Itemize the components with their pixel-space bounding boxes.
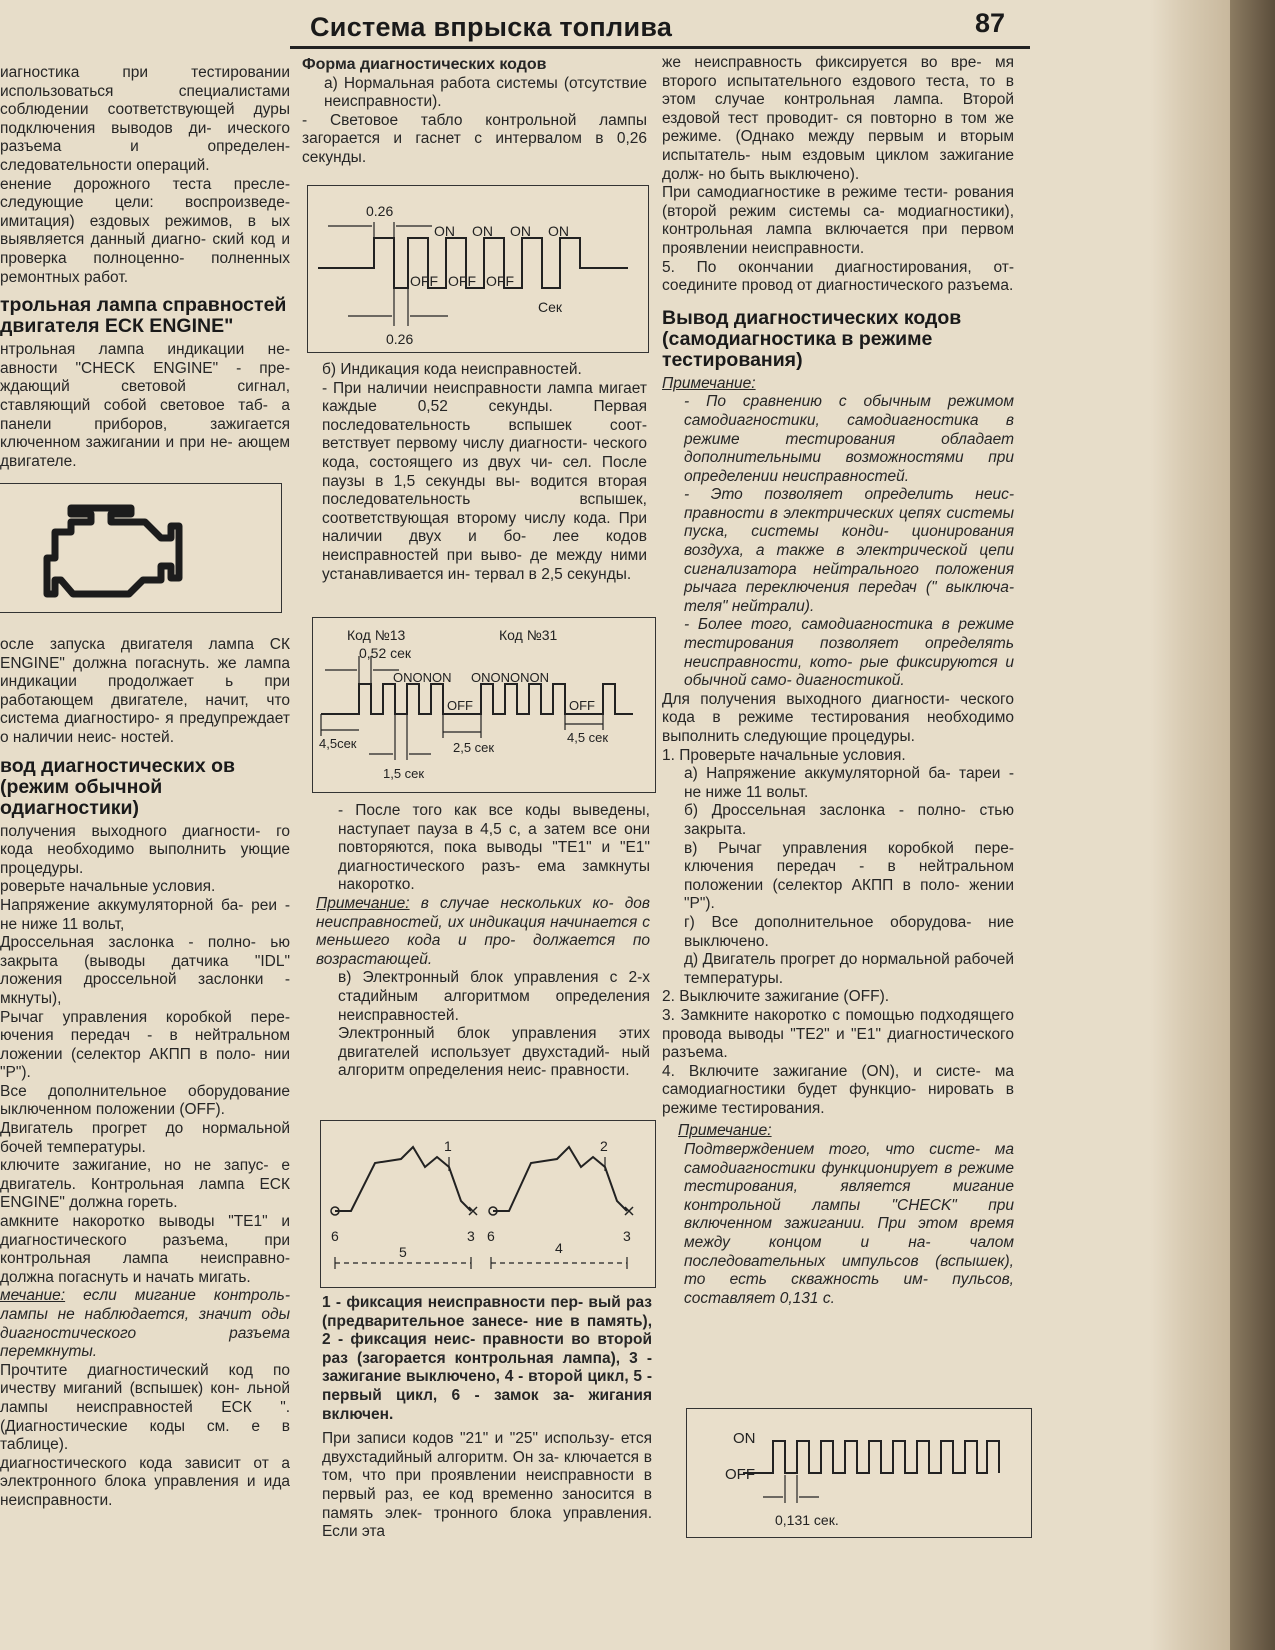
time-label: 4,5 сек <box>567 730 609 745</box>
book-spine <box>1230 0 1275 1650</box>
note-text: - По сравнению с обычным режимом самодиагностики, самодиагностика в режиме тестирования обладает дополнительными возможностями при определении неисправностей. <box>684 393 1014 485</box>
note-text: Подтверждением того, что систе- ма самодиагностики функционирует в режиме тестирования, является мигание контрольной лампы "CHECK" при включенном зажигании. При этом время между концом и на- чалом последовательных импульсов (вспышек), то есть скважность им- пульсов, составляет 0,131 с. <box>684 1141 1014 1307</box>
paragraph: Электронный блок управления этих двигателей использует двухстадий- ный алгоритм определения неис- правности. <box>338 1025 650 1080</box>
section-heading: трольная лампа справностей двигателя ЕСК ENGINE" <box>0 294 287 338</box>
list-item: 1. Проверьте начальные условия. <box>662 746 906 764</box>
paragraph: а) Нормальная работа системы (отсутствие неисправности). <box>324 74 647 111</box>
paragraph: иагностика при тестировании использоваться специалистами соблюдении соответствующей дуры подключения выводов ди- ического разъема и определен- следовательности операций. <box>0 64 290 174</box>
engine-lamp-figure <box>0 483 282 613</box>
note-label: Примечание: <box>316 894 410 912</box>
note-label: Примечание: <box>678 1122 772 1140</box>
list-item: диагностического кода зависит от а электронного блока управления и ида неисправности. <box>0 1454 290 1509</box>
fault-code-diagram <box>313 618 655 792</box>
paragraph: же неисправность фиксируется во вре- мя второго испытательного ездового теста, то в этом случае контрольная лампа. Второй ездовой тест проводит- ся повторно в том же режиме. (Однако между первым и вторым испытатель- ным ездовым циклом зажигание долж- но быть выключено). <box>662 54 1014 183</box>
time-label-top: 0.26 <box>366 203 394 219</box>
list-item: амкните накоротко выводы "ТЕ1" и диагностического разъема, при контрольная лампа неисправно- должна погаснуть и начать мигать. <box>0 1213 290 1286</box>
on-label: ON <box>472 223 493 239</box>
off-label: OFF <box>447 698 473 713</box>
paragraph: Для получения выходного диагности- ческого кода в режиме тестирования необходимо выполнить следующие процедуры. <box>662 690 1014 745</box>
section-heading: Вывод диагностических кодов (самодиагностика в режиме тестирования) <box>662 306 962 371</box>
note <box>0 1287 290 1361</box>
test-mode-pulse-figure <box>686 1408 1032 1538</box>
on-label: ON <box>434 223 455 239</box>
list-item: б) Дроссельная заслонка - полно- стью закрыта. <box>684 802 1014 838</box>
paragraph: осле запуска двигателя лампа СК ENGINE" должна погаснуть. же лампа индикации продолжает ь при работающем двигателе, начит, что система диагностиро- я предупреждает о наличии неис- ностей. <box>0 636 290 746</box>
list-item: 2. Выключите зажигание (OFF). <box>662 988 890 1006</box>
list-item: Все дополнительное оборудование ыключенном положении (OFF). <box>0 1082 290 1119</box>
column-left <box>0 64 290 471</box>
paragraph: енение дорожного теста пресле- следующие цели: воспроизведе- имитация) ездовых режимов, в ых выявляется данный диагно- ский код и проверка полноценно- полненных ремонтных работ. <box>0 175 290 286</box>
seconds-label: Сек <box>538 299 563 315</box>
paragraph: получения выходного диагности- го кода необходимо выполнить ующие процедуры. <box>0 822 290 877</box>
normal-signal-diagram <box>308 186 648 352</box>
list-item: г) Все дополнительное оборудова- ние выключено. <box>684 913 1014 950</box>
paragraph: При записи кодов "21" и "25" использу- ется двухстадийный алгоритм. Он за- ключается в том, что при проявлении неисправности в первый раз, ее код временно заносится в память элек- тронного блока управления. Если эта <box>322 1430 652 1541</box>
list-item: 3. Замкните накоротко с помощью подходящего провода выводы "ТЕ2" и "Е1" диагностического разъема. <box>662 1006 1014 1062</box>
time-label: 2,5 сек <box>453 740 495 755</box>
on-label: ON <box>733 1430 756 1447</box>
time-label: 0,52 сек <box>359 645 412 661</box>
marker-label: 3 <box>467 1228 475 1244</box>
fault-code-figure <box>312 617 656 793</box>
off-label: OFF <box>569 698 595 713</box>
book-gutter <box>1150 0 1230 1650</box>
note <box>316 895 650 969</box>
list-item: д) Двигатель прогрет до нормальной рабочей температуры. <box>684 951 1014 987</box>
off-label: OFF <box>486 273 514 289</box>
time-label: 0,131 сек. <box>775 1512 839 1528</box>
test-mode-pulse-diagram <box>687 1409 1031 1537</box>
code-label: Код №13 <box>347 627 406 643</box>
section-heading: Форма диагностических кодов <box>302 56 547 73</box>
check-engine-icon <box>0 484 281 612</box>
paragraph: - При наличии неисправности лампа мигает каждые 0,52 секунды. Первая последовательность вспышек соот- ветствует первому числу диагности- ческого кода, состоящего из двух чи- сел. После паузы в 1,5 секунды вы- водится вторая последовательность вспышек, соответствующая второму числу кода. При наличии двух и бо- лее кодов неисправностей при выво- де между ними устанавливается ин- тервал в 2,5 секунды. <box>322 379 647 583</box>
time-label: 1,5 сек <box>383 766 425 781</box>
column-middle-d <box>322 1294 652 1542</box>
list-item: Напряжение аккумуляторной ба- реи - не ниже 11 вольт, <box>0 896 290 933</box>
marker-label: 1 <box>444 1138 452 1154</box>
column-left-lower <box>0 636 290 1511</box>
column-right <box>662 54 1014 1308</box>
list-item: 4. Включите зажигание (ON), и систе- ма самодиагностики будет функцио- нировать в режиме тестирования. <box>662 1062 1014 1117</box>
figure-caption: 1 - фиксация неисправности пер- вый раз (предварительное занесе- ние в память), 2 - фиксация неис- правности во второй раз (загорается контрольная лампа), 3 - зажигание выключено, 4 - второй цикл, 5 - первый цикл, 6 - замок за- жигания включен. <box>322 1294 652 1423</box>
page-number: 87 <box>975 8 1006 38</box>
note-text: - Более того, самодиагностика в режиме тестирования позволяет определять неисправности, кото- рые фиксируются и обычной само- диагностикой. <box>684 616 1014 690</box>
list-item: ключите зажигание, но не запус- е двигатель. Контрольная лампа ЕСК ENGINE" должна гореть. <box>0 1157 290 1212</box>
header-rule <box>290 46 1030 49</box>
two-stage-diagram <box>321 1121 655 1287</box>
paragraph: нтрольная лампа индикации не- авности "CHECK ENGINE" - пре- ждающий световой сигнал, ставляющий собой световое таб- а панели приборов, зажигается ключенном зажигании и при не- ающем двигателе. <box>0 341 290 470</box>
column-middle-b <box>322 361 647 584</box>
paragraph: в) Электронный блок управления с 2-х стадийным алгоритмом определения неисправностей. <box>338 969 650 1024</box>
on-label: ON <box>548 223 569 239</box>
paragraph: 5. По окончании диагностирования, от- соедините провод от диагностического разъема. <box>662 258 1014 295</box>
marker-label: 3 <box>623 1228 631 1244</box>
note-text: если мигание контроль- лампы не наблюдается, значит оды диагностического разъема перемкнуты. <box>0 1287 290 1361</box>
column-middle-c <box>316 802 650 1081</box>
note-text: - Это позволяет определить неис- правности в электрических цепях системы пуска, системы конди- ционирования воздуха, а также в электрической цепи сигнализатора нейтрального положения рычага переключения передач (" выключа- теля" нейтрали). <box>684 486 1014 615</box>
on-label: ON <box>510 223 531 239</box>
list-item: Дроссельная заслонка - полно- ью закрыта (выводы датчика "IDL" ложения дроссельной заслонки - мкнуты), <box>0 934 290 1007</box>
list-item: а) Напряжение аккумуляторной ба- тареи - не ниже 11 вольт. <box>684 765 1014 801</box>
page-title: Система впрыска топлива <box>310 12 673 42</box>
two-stage-figure <box>320 1120 656 1288</box>
paragraph: При самодиагностике в режиме тести- рования (второй режим системы са- модиагностики), контрольная лампа включается при первом проявлении неисправности. <box>662 184 1014 257</box>
off-label: OFF <box>725 1466 755 1483</box>
list-item: Рычаг управления коробкой пере- ючения передач - в нейтральном ложении (селектор АКПП в поло- нии "Р"). <box>0 1008 290 1082</box>
marker-label: 2 <box>600 1138 608 1154</box>
list-item: Прочтите диагностический код по ичеству миганий (вспышек) кон- льной лампы неисправностей ЕСК ". (Диагностические коды см. е в таблице). <box>0 1361 290 1454</box>
column-middle <box>302 56 647 168</box>
list-item: Двигатель прогрет до нормальной бочей температуры. <box>0 1120 290 1156</box>
off-label: OFF <box>410 273 438 289</box>
off-label: OFF <box>448 273 476 289</box>
code-label: Код №31 <box>499 627 558 643</box>
marker-label: 4 <box>555 1240 563 1256</box>
paragraph: б) Индикация кода неисправностей. <box>322 361 582 378</box>
note-label: Примечание: <box>662 374 756 392</box>
list-item: в) Рычаг управления коробкой пере- ключения передач - в нейтральном положении (селектор АКПП в поло- жении "Р"). <box>684 839 1014 913</box>
marker-label: 6 <box>331 1228 339 1244</box>
marker-label: 5 <box>399 1244 407 1260</box>
list-item: роверьте начальные условия. <box>0 878 216 896</box>
marker-label: 6 <box>487 1228 495 1244</box>
paragraph: - После того как все коды выведены, наступает пауза в 4,5 с, а затем все они повторяются, пока выводы "ТЕ1" и "Е1" диагностического разъ- ема замкнуты накоротко. <box>338 802 650 894</box>
time-label: 4,5сек <box>319 736 357 751</box>
on-label: ONONON <box>393 670 452 685</box>
time-label-bottom: 0.26 <box>386 331 414 347</box>
note-text: в случае нескольких ко- дов неисправностей, их индикация начинается с меньшего кода и про- должается по возрастающей. <box>316 894 650 968</box>
section-heading: вод диагностических ов (режим обычной одиагностики) <box>0 754 235 819</box>
normal-signal-figure <box>307 185 649 353</box>
note-label: мечание: <box>0 1287 66 1305</box>
paragraph: - Световое табло контрольной лампы загорается и гаснет с интервалом в 0,26 секунды. <box>302 111 647 166</box>
on-label: ONONONON <box>471 670 549 685</box>
